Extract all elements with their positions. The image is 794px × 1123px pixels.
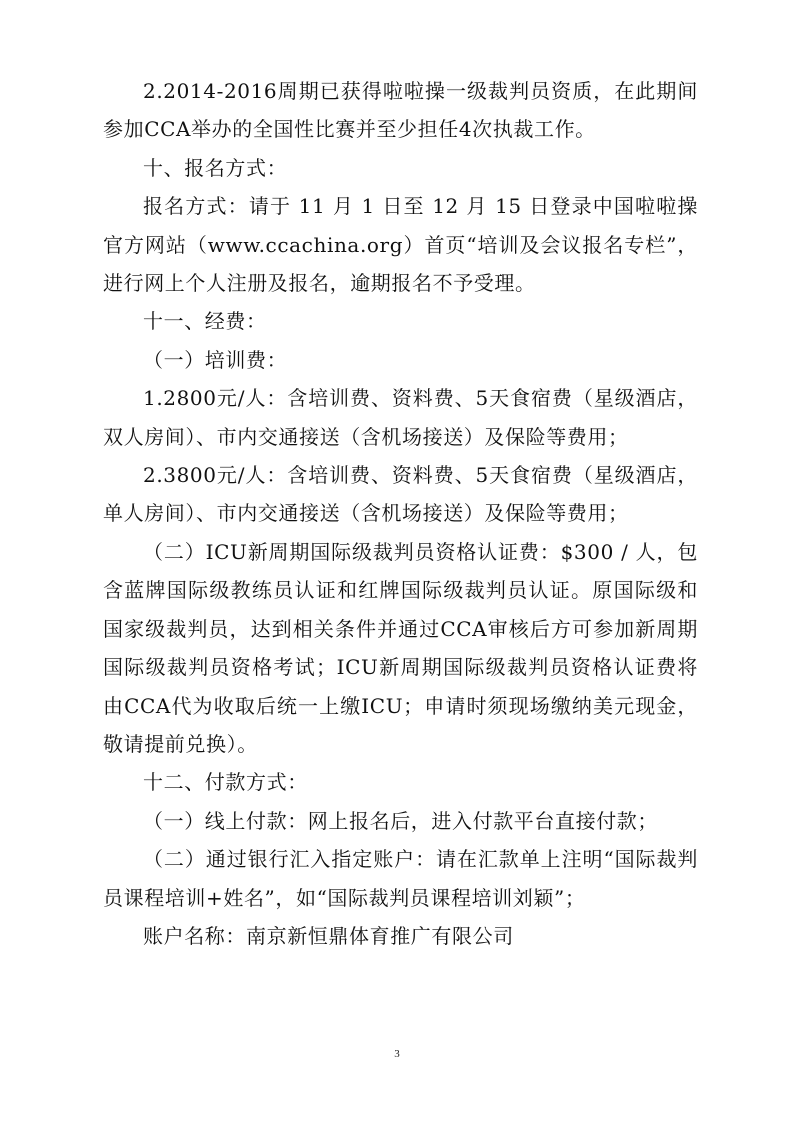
paragraph-online-payment: （一）线上付款：网上报名后，进入付款平台直接付款； bbox=[143, 808, 658, 833]
paragraph-bank-transfer: （二）通过银行汇入指定账户：请在汇款单上注明“国际裁判员课程培训+姓名”，如“国际裁判员课程培训刘颖”； bbox=[103, 847, 698, 910]
paragraph-icu-certification-fee: （二）ICU新周期国际级裁判员资格认证费：$300 / 人，包含蓝牌国际级教练员认证和红牌国际级裁判员认证。原国际级和国家级裁判员，达到相关条件并通过CCA审核后方可参加新周期国际级裁判员资格考试；ICU新周期国际级裁判员资格认证费将由CCA代为收取后统一上缴ICU；申请时须现场缴纳美元现金，敬请提前兑换）。 bbox=[103, 539, 698, 756]
section-heading-payment-method: 十二、付款方式： bbox=[143, 770, 308, 795]
subheading-training-fee: （一）培训费： bbox=[143, 347, 288, 372]
paragraph-account-name: 账户名称：南京新恒鼎体育推广有限公司 bbox=[143, 923, 514, 948]
page-number: 3 bbox=[394, 1048, 400, 1060]
section-heading-fees: 十一、经费： bbox=[143, 309, 267, 334]
paragraph-referee-qualification: 2.2014-2016周期已获得啦啦操一级裁判员资质，在此期间参加CCA举办的全国性比赛并至少担任4次执裁工作。 bbox=[103, 79, 698, 142]
paragraph-fee-double-room: 1.2800元/人：含培训费、资料费、5天食宿费（星级酒店，双人房间）、市内交通接送（含机场接送）及保险等费用； bbox=[103, 386, 698, 449]
paragraph-fee-single-room: 2.3800元/人：含培训费、资料费、5天食宿费（星级酒店，单人房间）、市内交通接送（含机场接送）及保险等费用； bbox=[103, 463, 698, 526]
document-body bbox=[103, 72, 698, 955]
section-heading-registration-method: 十、报名方式： bbox=[143, 155, 288, 180]
paragraph-registration-method: 报名方式：请于 11 月 1 日至 12 月 15 日登录中国啦啦操官方网站（www.ccachina.org）首页“培训及会议报名专栏”，进行网上个人注册及报名，逾期报名不予受理。 bbox=[103, 194, 698, 296]
